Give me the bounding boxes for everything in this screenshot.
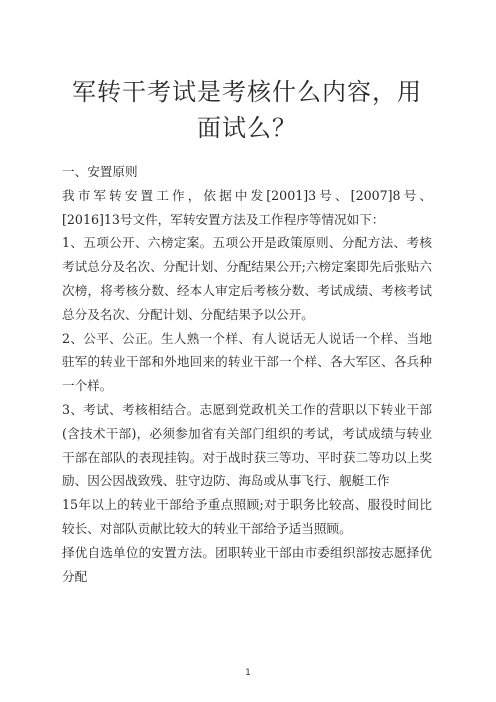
page-number: 1 — [245, 668, 251, 678]
paragraph: 2、公平、公正。生人熟一个样、有人说话无人说话一个样、当地驻军的转业干部和外地回来的转业干部一个样、各大军区、各兵种一个样。 — [62, 330, 432, 394]
paragraph: 我市军转安置工作，依据中发[2001]3号、[2007]8号、[2016]13号文件，军转安置方法及工作程序等情况如下： — [62, 187, 432, 227]
section-heading: 一、安置原则 — [62, 164, 138, 179]
document-body — [62, 160, 432, 588]
paragraph: 3、考试、考核相结合。志愿到党政机关工作的营职以下转业干部(含技术干部)，必须参加省有关部门组织的考试，考试成绩与转业干部在部队的表现挂钩。对于战时获三等功、平时获二等功以上奖励、因公因战致残、驻守边防、海岛或从事飞行、舰艇工作 — [62, 401, 432, 489]
paragraph: 1、五项公开、六榜定案。五项公开是政策原则、分配方法、考核考试总分及名次、分配计划、分配结果公开;六榜定案即先后张贴六次榜，将考核分数、经本人审定后考核分数、考试成绩、考核考试总分及名次、分配计划、分配结果予以公开。 — [62, 235, 432, 322]
paragraph: 择优自选单位的安置方法。团职转业干部由市委组织部按志愿择优分配 — [62, 544, 432, 584]
document-title: 军转干考试是考核什么内容，用面试么？ — [72, 78, 422, 142]
paragraph: 15年以上的转业干部给予重点照顾;对于职务比较高、服役时间比较长、对部队贡献比较大的转业干部给予适当照顾。 — [62, 497, 432, 536]
